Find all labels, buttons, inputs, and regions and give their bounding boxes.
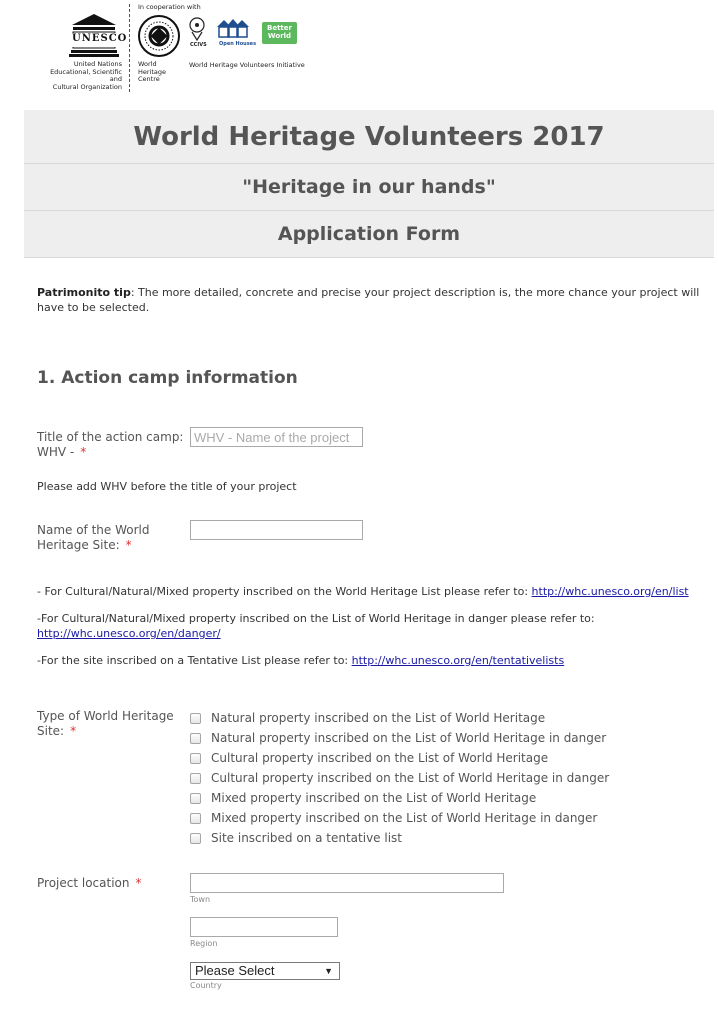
- site-type-label: Type of World Heritage Site: *: [37, 709, 174, 738]
- form-title: Application Form: [24, 211, 714, 258]
- ccivs-logo-icon: [186, 16, 208, 42]
- town-input[interactable]: [190, 873, 504, 893]
- ref-note-danger: -For Cultural/Natural/Mixed property inscribed on the List of World Heritage in danger please refer to: http://whc.unesco.org/en/danger/: [37, 612, 595, 640]
- camp-title-label: Title of the action camp: WHV - *: [37, 430, 184, 459]
- ref-note-tentative: -For the site inscribed on a Tentative List please refer to: http://whc.unesco.org/en/tentativelists: [37, 654, 565, 667]
- country-selected-value: Please Select: [195, 963, 275, 978]
- whc-danger-link[interactable]: http://whc.unesco.org/en/danger/: [37, 627, 221, 640]
- site-name-label: Name of the World Heritage Site: *: [37, 523, 150, 552]
- logo-divider: [129, 4, 130, 92]
- open-houses-label: Open Houses: [219, 41, 257, 47]
- site-name-input[interactable]: [190, 520, 363, 540]
- open-houses-logo-icon: [216, 17, 250, 39]
- ccivs-label: CCIVS: [190, 42, 207, 48]
- unesco-wordmark: UNESCO: [72, 33, 118, 47]
- site-type-option[interactable]: Cultural property inscribed on the List of World Heritage: [190, 749, 548, 767]
- ref-note-list: - For Cultural/Natural/Mixed property inscribed on the World Heritage List please refer to: http://whc.unesco.org/en/list: [37, 585, 689, 598]
- patrimonito-tip: [37, 285, 702, 315]
- camp-title-input[interactable]: [190, 427, 363, 447]
- site-type-option[interactable]: Site inscribed on a tentative list: [190, 829, 402, 847]
- country-select[interactable]: [190, 962, 340, 980]
- whc-name: World Heritage Centre: [138, 60, 167, 83]
- logo-strip: [0, 0, 718, 100]
- required-marker: *: [125, 538, 132, 552]
- site-type-option[interactable]: Mixed property inscribed on the List of World Heritage: [190, 789, 536, 807]
- site-type-option[interactable]: Mixed property inscribed on the List of World Heritage in danger: [190, 809, 597, 827]
- required-marker: *: [135, 876, 142, 890]
- region-input[interactable]: [190, 917, 338, 937]
- camp-title-note: Please add WHV before the title of your project: [37, 480, 297, 493]
- cooperation-label: In cooperation with: [138, 3, 201, 11]
- form-header: [24, 110, 714, 258]
- whc-tentative-link[interactable]: http://whc.unesco.org/en/tentativelists: [351, 654, 565, 667]
- town-sublabel: Town: [190, 895, 211, 904]
- checkbox[interactable]: [190, 813, 201, 824]
- country-sublabel: Country: [190, 981, 222, 990]
- whc-list-link[interactable]: http://whc.unesco.org/en/list: [531, 585, 689, 598]
- project-location-label: Project location *: [37, 876, 142, 890]
- section-title: 1. Action camp information: [37, 368, 298, 388]
- dropdown-arrow-icon: ▼: [324, 966, 333, 976]
- checkbox[interactable]: [190, 713, 201, 724]
- required-marker: *: [80, 445, 87, 459]
- whc-emblem-icon: [136, 14, 182, 58]
- required-marker: *: [70, 724, 77, 738]
- whv-initiative-label: World Heritage Volunteers Initiative: [189, 61, 305, 69]
- checkbox[interactable]: [190, 773, 201, 784]
- page-title: World Heritage Volunteers 2017: [24, 110, 714, 164]
- tip-text: : The more detailed, concrete and precise your project description is, the more chance your project will have to be selected.: [37, 286, 700, 314]
- better-world-logo: Better World: [262, 22, 297, 44]
- region-sublabel: Region: [190, 939, 218, 948]
- checkbox[interactable]: [190, 833, 201, 844]
- checkbox[interactable]: [190, 733, 201, 744]
- site-type-option[interactable]: Natural property inscribed on the List of World Heritage in danger: [190, 729, 606, 747]
- checkbox[interactable]: [190, 793, 201, 804]
- checkbox[interactable]: [190, 753, 201, 764]
- tip-label: Patrimonito tip: [37, 286, 131, 299]
- site-type-option[interactable]: Natural property inscribed on the List of World Heritage: [190, 709, 545, 727]
- site-type-option[interactable]: Cultural property inscribed on the List of World Heritage in danger: [190, 769, 609, 787]
- unesco-org-name: United Nations Educational, Scientific and Cultural Organization: [50, 60, 122, 91]
- page-subtitle: "Heritage in our hands": [24, 164, 714, 211]
